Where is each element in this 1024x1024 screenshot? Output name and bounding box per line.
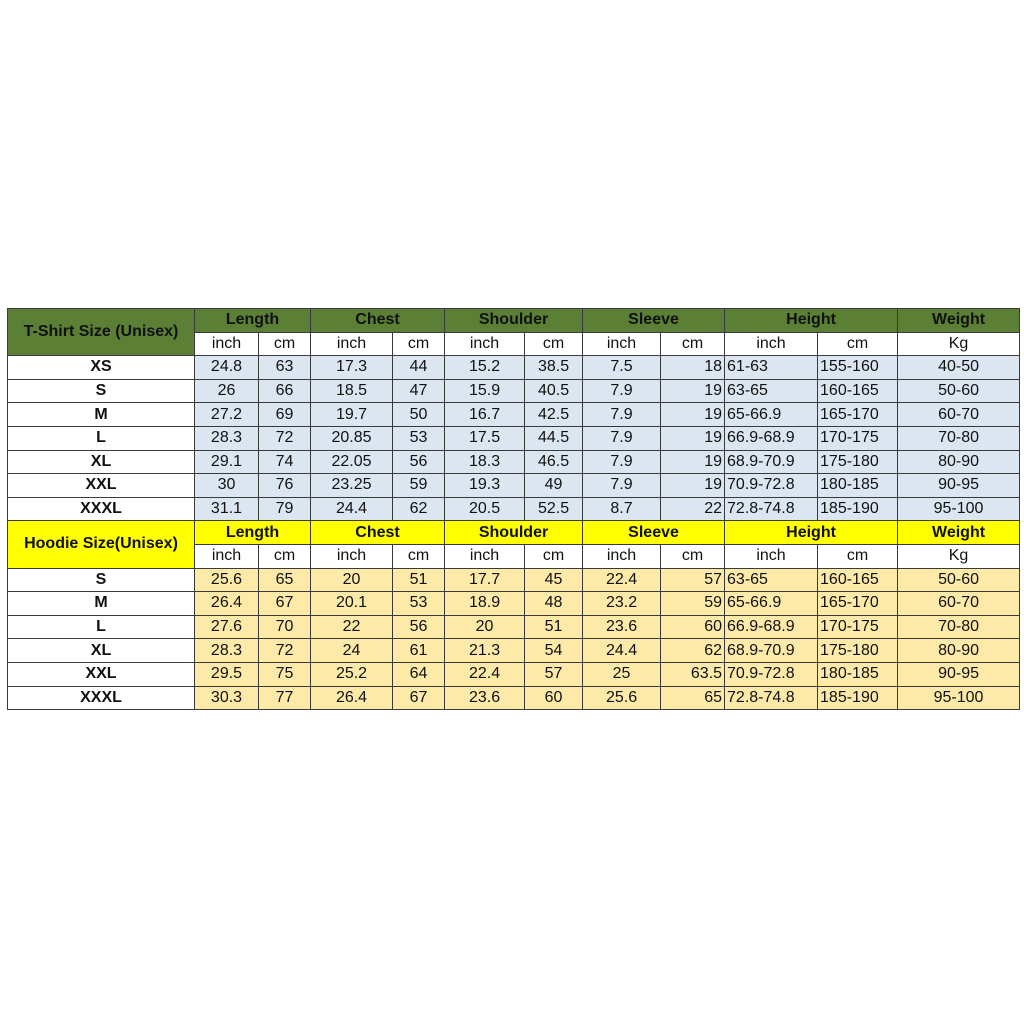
hoodie-measurement-cell: 26.4 xyxy=(195,592,259,616)
tshirt-measurement-cell: 19 xyxy=(661,426,725,450)
tshirt-measurement-cell: 72.8-74.8 xyxy=(725,497,818,521)
tshirt-measurement-cell: 18.5 xyxy=(311,379,393,403)
hoodie-size-row xyxy=(8,592,1020,616)
hoodie-measurement-cell: 175-180 xyxy=(818,639,898,663)
hoodie-measurement-cell: 22 xyxy=(311,615,393,639)
tshirt-measurement-cell: 63-65 xyxy=(725,379,818,403)
tshirt-measurement-cell: 56 xyxy=(393,450,445,474)
tshirt-measurement-cell: 19.3 xyxy=(445,474,525,498)
hoodie-measurement-cell: 63.5 xyxy=(661,662,725,686)
hoodie-size-label: S xyxy=(8,568,195,592)
tshirt-measurement-cell: 60-70 xyxy=(898,403,1020,427)
tshirt-unit-header: cm xyxy=(818,332,898,356)
hoodie-measurement-cell: 17.7 xyxy=(445,568,525,592)
hoodie-measurement-cell: 70 xyxy=(259,615,311,639)
hoodie-measurement-cell: 22.4 xyxy=(445,662,525,686)
hoodie-measurement-cell: 67 xyxy=(259,592,311,616)
tshirt-measurement-cell: 7.9 xyxy=(583,379,661,403)
size-chart-table xyxy=(7,308,1020,710)
hoodie-measurement-cell: 67 xyxy=(393,686,445,710)
tshirt-measurement-cell: 70-80 xyxy=(898,426,1020,450)
tshirt-size-row xyxy=(8,403,1020,427)
tshirt-measurement-cell: 28.3 xyxy=(195,426,259,450)
hoodie-size-row xyxy=(8,639,1020,663)
tshirt-unit-header: cm xyxy=(661,332,725,356)
hoodie-measurement-cell: 65 xyxy=(259,568,311,592)
hoodie-measurement-cell: 24.4 xyxy=(583,639,661,663)
hoodie-size-label: XL xyxy=(8,639,195,663)
hoodie-measurement-cell: 70-80 xyxy=(898,615,1020,639)
tshirt-measurement-cell: 40-50 xyxy=(898,356,1020,380)
hoodie-group-header: Sleeve xyxy=(583,521,725,545)
hoodie-measurement-cell: 75 xyxy=(259,662,311,686)
tshirt-measurement-cell: 65-66.9 xyxy=(725,403,818,427)
hoodie-measurement-cell: 45 xyxy=(525,568,583,592)
hoodie-measurement-cell: 60-70 xyxy=(898,592,1020,616)
hoodie-measurement-cell: 70.9-72.8 xyxy=(725,662,818,686)
tshirt-measurement-cell: 24.8 xyxy=(195,356,259,380)
tshirt-size-label: XS xyxy=(8,356,195,380)
hoodie-unit-header: cm xyxy=(525,544,583,568)
hoodie-measurement-cell: 65-66.9 xyxy=(725,592,818,616)
hoodie-size-row xyxy=(8,615,1020,639)
tshirt-measurement-cell: 17.5 xyxy=(445,426,525,450)
hoodie-measurement-cell: 95-100 xyxy=(898,686,1020,710)
hoodie-size-row xyxy=(8,686,1020,710)
tshirt-measurement-cell: 53 xyxy=(393,426,445,450)
tshirt-measurement-cell: 24.4 xyxy=(311,497,393,521)
tshirt-measurement-cell: 15.2 xyxy=(445,356,525,380)
tshirt-unit-header: inch xyxy=(583,332,661,356)
tshirt-group-header: Height xyxy=(725,309,898,333)
tshirt-measurement-cell: 40.5 xyxy=(525,379,583,403)
tshirt-measurement-cell: 59 xyxy=(393,474,445,498)
tshirt-size-label: M xyxy=(8,403,195,427)
tshirt-group-header-row xyxy=(8,309,1020,333)
hoodie-measurement-cell: 51 xyxy=(393,568,445,592)
hoodie-measurement-cell: 30.3 xyxy=(195,686,259,710)
hoodie-measurement-cell: 66.9-68.9 xyxy=(725,615,818,639)
tshirt-measurement-cell: 66.9-68.9 xyxy=(725,426,818,450)
hoodie-group-header: Shoulder xyxy=(445,521,583,545)
hoodie-measurement-cell: 20 xyxy=(445,615,525,639)
hoodie-measurement-cell: 72.8-74.8 xyxy=(725,686,818,710)
hoodie-measurement-cell: 22.4 xyxy=(583,568,661,592)
tshirt-measurement-cell: 72 xyxy=(259,426,311,450)
hoodie-measurement-cell: 25.6 xyxy=(583,686,661,710)
tshirt-measurement-cell: 44 xyxy=(393,356,445,380)
hoodie-measurement-cell: 62 xyxy=(661,639,725,663)
tshirt-measurement-cell: 180-185 xyxy=(818,474,898,498)
hoodie-measurement-cell: 23.6 xyxy=(583,615,661,639)
tshirt-measurement-cell: 61-63 xyxy=(725,356,818,380)
hoodie-measurement-cell: 80-90 xyxy=(898,639,1020,663)
hoodie-measurement-cell: 61 xyxy=(393,639,445,663)
tshirt-measurement-cell: 26 xyxy=(195,379,259,403)
hoodie-unit-header: inch xyxy=(195,544,259,568)
tshirt-measurement-cell: 79 xyxy=(259,497,311,521)
hoodie-measurement-cell: 165-170 xyxy=(818,592,898,616)
hoodie-measurement-cell: 68.9-70.9 xyxy=(725,639,818,663)
tshirt-unit-header: inch xyxy=(445,332,525,356)
hoodie-measurement-cell: 29.5 xyxy=(195,662,259,686)
hoodie-measurement-cell: 48 xyxy=(525,592,583,616)
tshirt-group-header: Chest xyxy=(311,309,445,333)
hoodie-measurement-cell: 60 xyxy=(525,686,583,710)
tshirt-measurement-cell: 80-90 xyxy=(898,450,1020,474)
tshirt-size-row xyxy=(8,474,1020,498)
hoodie-measurement-cell: 185-190 xyxy=(818,686,898,710)
hoodie-measurement-cell: 65 xyxy=(661,686,725,710)
hoodie-measurement-cell: 56 xyxy=(393,615,445,639)
hoodie-size-label: XXL xyxy=(8,662,195,686)
tshirt-size-row xyxy=(8,379,1020,403)
hoodie-unit-header: inch xyxy=(311,544,393,568)
tshirt-group-header: Weight xyxy=(898,309,1020,333)
hoodie-size-label: XXXL xyxy=(8,686,195,710)
tshirt-section-title: T-Shirt Size (Unisex) xyxy=(8,309,195,356)
tshirt-group-header: Sleeve xyxy=(583,309,725,333)
tshirt-measurement-cell: 62 xyxy=(393,497,445,521)
tshirt-measurement-cell: 74 xyxy=(259,450,311,474)
hoodie-measurement-cell: 77 xyxy=(259,686,311,710)
hoodie-measurement-cell: 26.4 xyxy=(311,686,393,710)
tshirt-measurement-cell: 7.9 xyxy=(583,450,661,474)
hoodie-measurement-cell: 51 xyxy=(525,615,583,639)
tshirt-measurement-cell: 20.85 xyxy=(311,426,393,450)
tshirt-measurement-cell: 50 xyxy=(393,403,445,427)
tshirt-unit-header: inch xyxy=(725,332,818,356)
tshirt-measurement-cell: 27.2 xyxy=(195,403,259,427)
tshirt-measurement-cell: 175-180 xyxy=(818,450,898,474)
hoodie-measurement-cell: 60 xyxy=(661,615,725,639)
tshirt-measurement-cell: 165-170 xyxy=(818,403,898,427)
hoodie-measurement-cell: 28.3 xyxy=(195,639,259,663)
tshirt-measurement-cell: 50-60 xyxy=(898,379,1020,403)
tshirt-measurement-cell: 70.9-72.8 xyxy=(725,474,818,498)
tshirt-unit-header: cm xyxy=(259,332,311,356)
tshirt-unit-header: cm xyxy=(525,332,583,356)
hoodie-group-header: Chest xyxy=(311,521,445,545)
hoodie-measurement-cell: 63-65 xyxy=(725,568,818,592)
tshirt-measurement-cell: 7.9 xyxy=(583,426,661,450)
tshirt-size-label: S xyxy=(8,379,195,403)
tshirt-measurement-cell: 16.7 xyxy=(445,403,525,427)
tshirt-unit-header: Kg xyxy=(898,332,1020,356)
tshirt-unit-header: inch xyxy=(195,332,259,356)
tshirt-measurement-cell: 19 xyxy=(661,474,725,498)
tshirt-measurement-cell: 23.25 xyxy=(311,474,393,498)
tshirt-measurement-cell: 7.9 xyxy=(583,474,661,498)
tshirt-measurement-cell: 15.9 xyxy=(445,379,525,403)
tshirt-measurement-cell: 185-190 xyxy=(818,497,898,521)
hoodie-measurement-cell: 25 xyxy=(583,662,661,686)
tshirt-measurement-cell: 19 xyxy=(661,450,725,474)
tshirt-size-row xyxy=(8,356,1020,380)
tshirt-measurement-cell: 90-95 xyxy=(898,474,1020,498)
tshirt-measurement-cell: 19 xyxy=(661,403,725,427)
hoodie-unit-header: inch xyxy=(445,544,525,568)
hoodie-group-header: Length xyxy=(195,521,311,545)
hoodie-unit-header: inch xyxy=(725,544,818,568)
hoodie-measurement-cell: 53 xyxy=(393,592,445,616)
tshirt-measurement-cell: 7.5 xyxy=(583,356,661,380)
tshirt-group-header: Length xyxy=(195,309,311,333)
tshirt-measurement-cell: 20.5 xyxy=(445,497,525,521)
hoodie-measurement-cell: 23.2 xyxy=(583,592,661,616)
tshirt-size-row xyxy=(8,450,1020,474)
tshirt-unit-header: inch xyxy=(311,332,393,356)
tshirt-measurement-cell: 69 xyxy=(259,403,311,427)
hoodie-size-label: M xyxy=(8,592,195,616)
hoodie-unit-header: cm xyxy=(661,544,725,568)
hoodie-measurement-cell: 72 xyxy=(259,639,311,663)
hoodie-measurement-cell: 20.1 xyxy=(311,592,393,616)
hoodie-measurement-cell: 50-60 xyxy=(898,568,1020,592)
hoodie-measurement-cell: 18.9 xyxy=(445,592,525,616)
hoodie-size-row xyxy=(8,568,1020,592)
tshirt-size-label: XXL xyxy=(8,474,195,498)
tshirt-measurement-cell: 155-160 xyxy=(818,356,898,380)
hoodie-measurement-cell: 57 xyxy=(525,662,583,686)
hoodie-measurement-cell: 160-165 xyxy=(818,568,898,592)
tshirt-size-row xyxy=(8,426,1020,450)
tshirt-measurement-cell: 95-100 xyxy=(898,497,1020,521)
hoodie-unit-header: inch xyxy=(583,544,661,568)
hoodie-section-title: Hoodie Size(Unisex) xyxy=(8,521,195,568)
tshirt-size-label: XXXL xyxy=(8,497,195,521)
hoodie-group-header: Height xyxy=(725,521,898,545)
hoodie-group-header-row xyxy=(8,521,1020,545)
hoodie-measurement-cell: 57 xyxy=(661,568,725,592)
tshirt-size-label: XL xyxy=(8,450,195,474)
tshirt-measurement-cell: 63 xyxy=(259,356,311,380)
hoodie-measurement-cell: 20 xyxy=(311,568,393,592)
tshirt-measurement-cell: 76 xyxy=(259,474,311,498)
hoodie-unit-header: Kg xyxy=(898,544,1020,568)
hoodie-unit-header: cm xyxy=(259,544,311,568)
tshirt-measurement-cell: 52.5 xyxy=(525,497,583,521)
tshirt-measurement-cell: 46.5 xyxy=(525,450,583,474)
tshirt-measurement-cell: 160-165 xyxy=(818,379,898,403)
hoodie-size-label: L xyxy=(8,615,195,639)
tshirt-measurement-cell: 19 xyxy=(661,379,725,403)
hoodie-measurement-cell: 59 xyxy=(661,592,725,616)
tshirt-measurement-cell: 18.3 xyxy=(445,450,525,474)
tshirt-measurement-cell: 31.1 xyxy=(195,497,259,521)
tshirt-measurement-cell: 22.05 xyxy=(311,450,393,474)
tshirt-measurement-cell: 17.3 xyxy=(311,356,393,380)
hoodie-measurement-cell: 27.6 xyxy=(195,615,259,639)
hoodie-measurement-cell: 170-175 xyxy=(818,615,898,639)
hoodie-measurement-cell: 23.6 xyxy=(445,686,525,710)
tshirt-measurement-cell: 170-175 xyxy=(818,426,898,450)
hoodie-measurement-cell: 180-185 xyxy=(818,662,898,686)
hoodie-measurement-cell: 24 xyxy=(311,639,393,663)
hoodie-group-header: Weight xyxy=(898,521,1020,545)
hoodie-measurement-cell: 25.6 xyxy=(195,568,259,592)
hoodie-unit-header: cm xyxy=(818,544,898,568)
tshirt-size-label: L xyxy=(8,426,195,450)
tshirt-measurement-cell: 22 xyxy=(661,497,725,521)
tshirt-size-row xyxy=(8,497,1020,521)
tshirt-measurement-cell: 38.5 xyxy=(525,356,583,380)
tshirt-measurement-cell: 19.7 xyxy=(311,403,393,427)
tshirt-measurement-cell: 68.9-70.9 xyxy=(725,450,818,474)
tshirt-measurement-cell: 44.5 xyxy=(525,426,583,450)
tshirt-measurement-cell: 8.7 xyxy=(583,497,661,521)
hoodie-unit-header: cm xyxy=(393,544,445,568)
tshirt-measurement-cell: 29.1 xyxy=(195,450,259,474)
hoodie-size-row xyxy=(8,662,1020,686)
hoodie-measurement-cell: 64 xyxy=(393,662,445,686)
tshirt-group-header: Shoulder xyxy=(445,309,583,333)
hoodie-measurement-cell: 25.2 xyxy=(311,662,393,686)
tshirt-measurement-cell: 7.9 xyxy=(583,403,661,427)
tshirt-measurement-cell: 49 xyxy=(525,474,583,498)
tshirt-measurement-cell: 30 xyxy=(195,474,259,498)
hoodie-measurement-cell: 21.3 xyxy=(445,639,525,663)
tshirt-measurement-cell: 47 xyxy=(393,379,445,403)
tshirt-measurement-cell: 42.5 xyxy=(525,403,583,427)
hoodie-measurement-cell: 54 xyxy=(525,639,583,663)
tshirt-measurement-cell: 18 xyxy=(661,356,725,380)
tshirt-measurement-cell: 66 xyxy=(259,379,311,403)
hoodie-measurement-cell: 90-95 xyxy=(898,662,1020,686)
tshirt-unit-header: cm xyxy=(393,332,445,356)
